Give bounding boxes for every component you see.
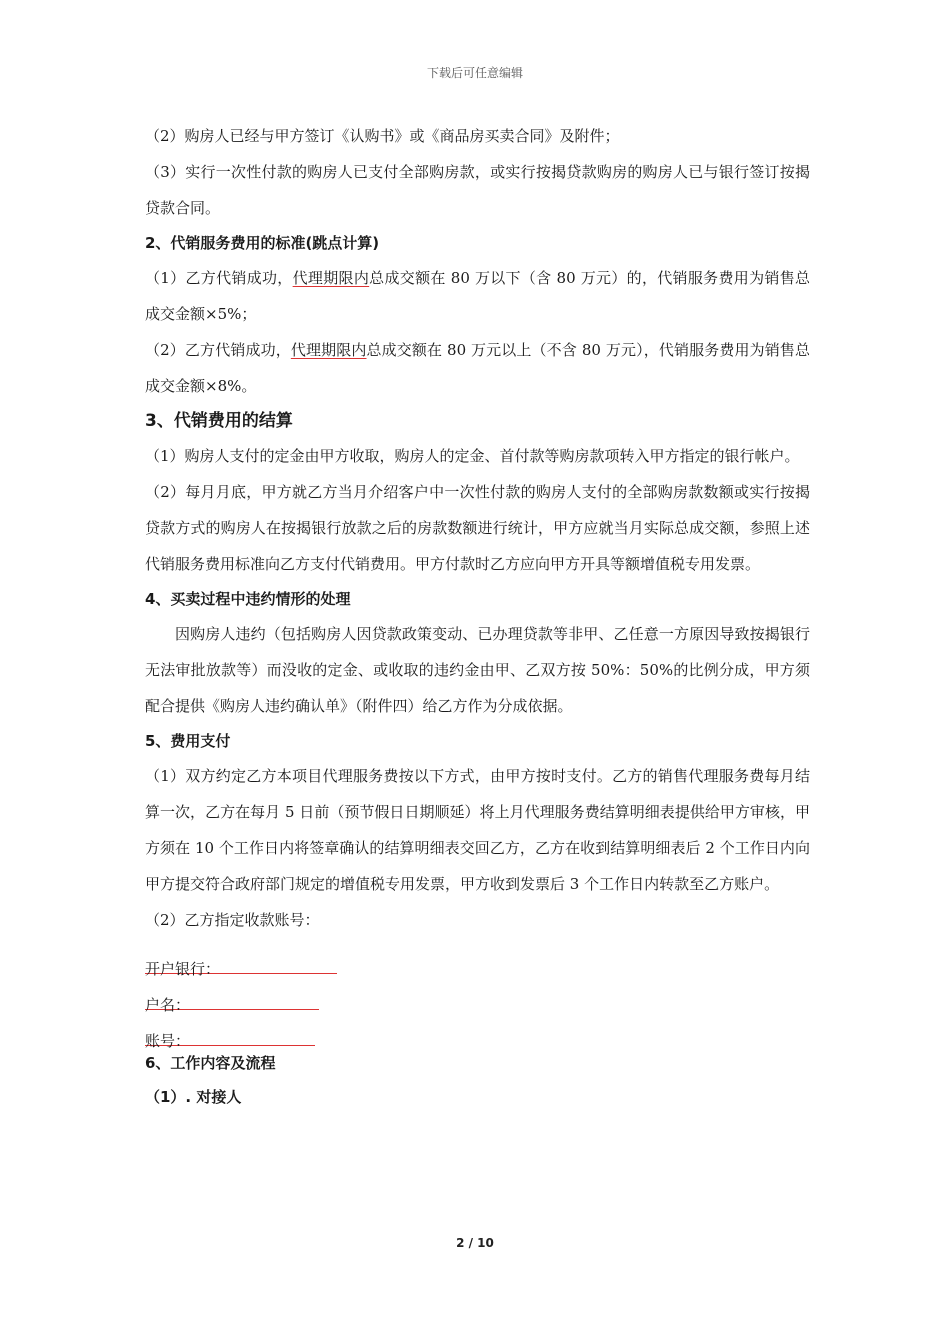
heading-fee-standard: 2、代销服务费用的标准(跳点计算): [145, 234, 380, 252]
bank-field-row: [145, 938, 810, 978]
account-field-row: [145, 1010, 810, 1050]
document-body: [145, 118, 810, 1114]
page-number: 2 / 10: [456, 1236, 494, 1250]
heading-settlement: 3、代销费用的结算: [145, 411, 293, 431]
underlined-term: 代理期限内: [290, 341, 367, 359]
paragraph-payment-method: （1）双方约定乙方本项目代理服务费按以下方式，由甲方按时支付。乙方的销售代理服务费每月结算一次，乙方在每月 5 日前（预节假日日期顺延）将上月代理服务费结算明细表提供给甲方审核，甲方须在 10 个工作日内将签章确认的结算明细表交回乙方，乙方在收到结算明细表后 2 个工作日内向甲方提交符合政府部门规定的增值税专用发票，甲方收到发票后 3 个工作日内转款至乙方账户。: [145, 767, 810, 893]
account-name-field[interactable]: 户名：: [145, 987, 319, 1010]
name-field-row: [145, 974, 810, 1014]
paragraph-condition-3: （3）实行一次性付款的购房人已支付全部购房款，或实行按揭贷款购房的购房人已与银行签订按揭贷款合同。: [145, 163, 810, 217]
paragraph-monthly-stats: （2）每月月底，甲方就乙方当月介绍客户中一次性付款的购房人支付的全部购房款数额或实行按揭贷款方式的购房人在按揭银行放款之后的房款数额进行统计，甲方应就当月实际总成交额，参照上述代销服务费用标准向乙方支付代销费用。甲方付款时乙方应向甲方开具等额增值税专用发票。: [145, 483, 810, 573]
paragraph-fee-5pct: （1）乙方代销成功，代理期限内总成交额在 80 万以下（含 80 万元）的，代销服务费用为销售总成交金额×5%；: [145, 269, 811, 323]
paragraph-deposit: （1）购房人支付的定金由甲方收取，购房人的定金、首付款等购房款项转入甲方指定的银行帐户。: [145, 447, 800, 465]
paragraph-account-intro: （2）乙方指定收款账号：: [145, 911, 320, 929]
bank-field[interactable]: 开户银行：: [145, 951, 337, 974]
heading-payment: 5、费用支付: [145, 732, 231, 750]
paragraph-fee-8pct: （2）乙方代销成功，代理期限内总成交额在 80 万元以上（不含 80 万元），代销服务费用为销售总成交金额×8%。: [145, 341, 810, 395]
paragraph-breach: 因购房人违约（包括购房人因贷款政策变动、已办理贷款等非甲、乙任意一方原因导致按揭银行无法审批放款等）而没收的定金、或收取的违约金由甲、乙双方按 50%：50%的比例分成，甲方须配合提供《购房人违约确认单》（附件四）给乙方作为分成依据。: [145, 625, 810, 715]
paragraph-condition-2: （2）购房人已经与甲方签订《认购书》或《商品房买卖合同》及附件；: [145, 127, 620, 145]
underlined-term: 代理期限内: [292, 269, 370, 287]
subheading-contact: （1）. 对接人: [145, 1088, 242, 1106]
account-number-field[interactable]: 账号：: [145, 1023, 315, 1046]
heading-workflow: 6、工作内容及流程: [145, 1054, 276, 1072]
page-header: 下载后可任意编辑: [426, 66, 523, 80]
heading-breach: 4、买卖过程中违约情形的处理: [145, 590, 351, 608]
